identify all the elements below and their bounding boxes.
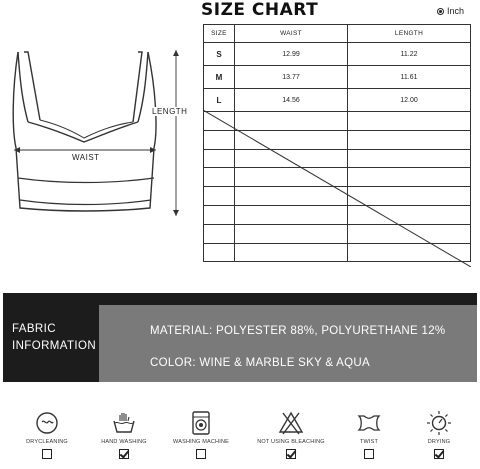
care-item-no-bleach [256,410,326,459]
washing-machine-icon [188,410,214,436]
drying-icon [426,410,452,436]
care-item-drying [404,410,474,459]
header-cell: WAIST [235,25,348,43]
length-cell: 11.22 [348,43,471,66]
length-cell: 12.00 [348,89,471,112]
length-cell: 11.61 [348,66,471,89]
empty-row [204,130,471,149]
care-checkbox [42,449,52,459]
empty-row [204,224,471,243]
empty-row [204,149,471,168]
care-checkbox-checked [434,449,444,459]
empty-row [204,187,471,206]
fabric-label-line2: INFORMATION [12,340,97,352]
empty-row [204,168,471,187]
care-item-hand-washing [89,410,159,459]
header-cell: SIZE [204,25,235,43]
drycleaning-icon [34,410,60,436]
radio-selected-icon [437,8,444,15]
waist-cell: 12.99 [235,43,348,66]
care-label: TWIST [359,439,379,445]
size-cell: M [204,66,235,89]
twist-icon [356,410,382,436]
size-table [203,24,471,262]
empty-row [204,205,471,224]
care-label: NOT USING BLEACHING [257,439,325,445]
care-checkbox-checked [286,449,296,459]
bra-outline-illustration [0,30,200,230]
care-checkbox [364,449,374,459]
care-label: DRYCLEANING [26,439,68,445]
fabric-label-line1: FABRIC [12,323,56,335]
fabric-information-label [12,321,96,355]
care-item-twist [334,410,404,459]
waist-cell: 13.77 [235,66,348,89]
color-text: COLOR: WINE & MARBLE SKY & AQUA [150,357,370,369]
care-item-washing-machine [166,410,236,459]
unit-selector [437,6,464,16]
fabric-details-panel [99,305,477,382]
care-label: HAND WASHING [101,439,147,445]
care-checkbox-checked [119,449,129,459]
care-checkbox [196,449,206,459]
care-label: WASHING MACHINE [173,439,229,445]
hand-washing-icon [111,410,137,436]
length-label: LENGTH [152,107,188,116]
empty-row [204,112,471,131]
care-label: DRYING [427,439,451,445]
no-bleach-icon [278,410,304,436]
unit-label: Inch [447,6,465,16]
table-row [204,89,471,112]
table-header-row [204,25,471,43]
empty-row [204,243,471,262]
size-chart-title: SIZE CHART [201,0,319,20]
table-row [204,43,471,66]
size-cell: L [204,89,235,112]
material-text: MATERIAL: POLYESTER 88%, POLYURETHANE 12% [150,325,446,337]
table-row [204,66,471,89]
header-cell: LENGTH [348,25,471,43]
waist-label: WAIST [72,153,100,162]
size-cell: S [204,43,235,66]
waist-cell: 14.56 [235,89,348,112]
care-item-drycleaning [12,410,82,459]
